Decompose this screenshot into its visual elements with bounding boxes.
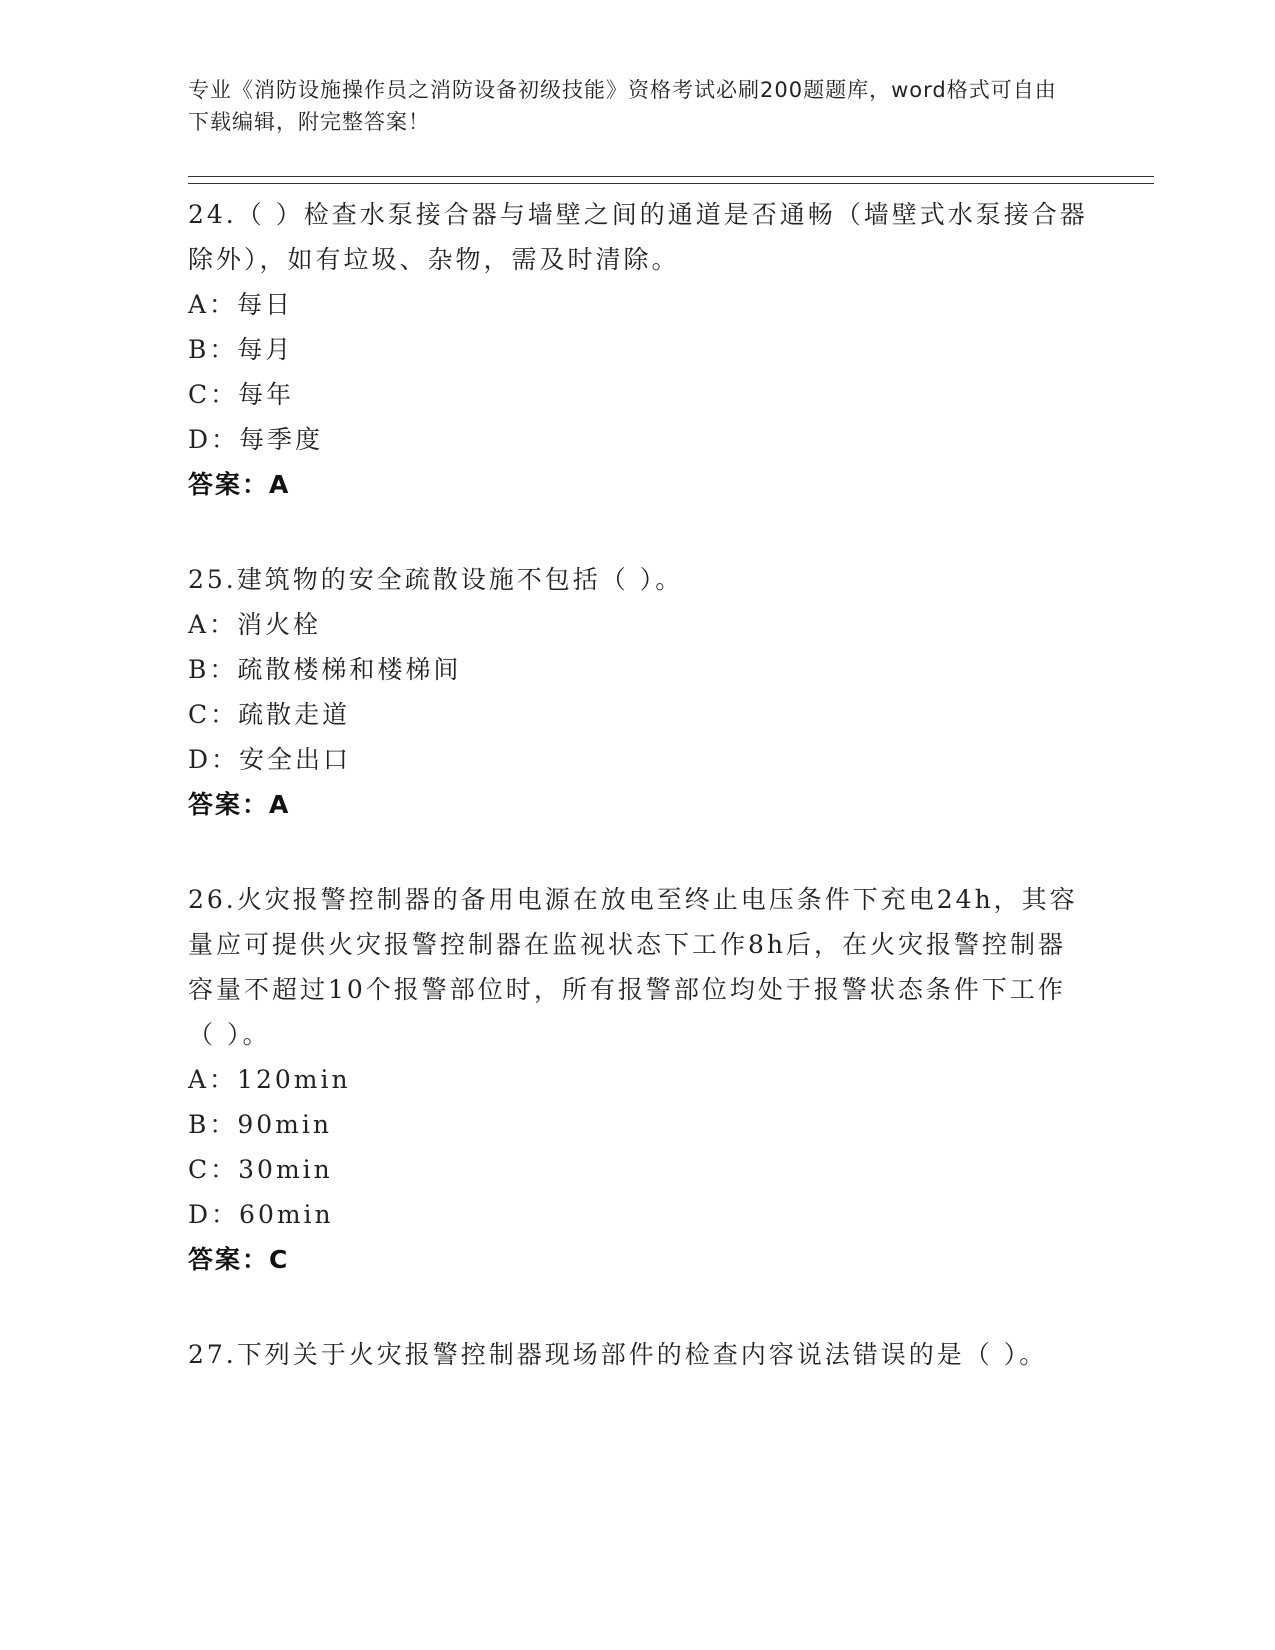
header-divider: [188, 176, 1154, 184]
question-stem: 25.建筑物的安全疏散设施不包括（ ）。: [188, 565, 684, 594]
document-header: 专业《消防设施操作员之消防设备初级技能》资格考试必刷200题题库，word格式可自由下载编辑，附完整答案！: [188, 78, 1057, 134]
answer-line: 答案：A: [188, 790, 291, 819]
option-d: D：安全出口: [188, 745, 352, 774]
option-c: C：疏散走道: [188, 700, 351, 729]
option-a: A：每日: [188, 290, 294, 319]
question-stem: 27.下列关于火灾报警控制器现场部件的检查内容说法错误的是（ ）。: [188, 1340, 1048, 1369]
question-stem: 24.（ ）检查水泵接合器与墙壁之间的通道是否通畅（墙壁式水泵接合器除外），如有垃圾、杂物，需及时清除。: [188, 200, 1088, 274]
question-list: [188, 192, 1088, 1427]
question-26: [188, 877, 1088, 1282]
question-24: [188, 192, 1088, 507]
option-a: A：120min: [188, 1065, 351, 1094]
option-c: C：每年: [188, 380, 295, 409]
option-b: B：疏散楼梯和楼梯间: [188, 655, 462, 684]
answer-line: 答案：C: [188, 1245, 290, 1274]
question-25: [188, 557, 1088, 827]
option-a: A：消火栓: [188, 610, 322, 639]
question-27: [188, 1332, 1088, 1377]
question-stem: 26.火灾报警控制器的备用电源在放电至终止电压条件下充电24h，其容量应可提供火灾报警控制器在监视状态下工作8h后，在火灾报警控制器容量不超过10个报警部位时，所有报警部位均处于报警状态条件下工作（ ）。: [188, 885, 1078, 1049]
option-d: D：60min: [188, 1200, 334, 1229]
option-c: C：30min: [188, 1155, 333, 1184]
option-b: B：每月: [188, 335, 294, 364]
option-b: B：90min: [188, 1110, 332, 1139]
option-d: D：每季度: [188, 425, 324, 454]
answer-line: 答案：A: [188, 470, 291, 499]
